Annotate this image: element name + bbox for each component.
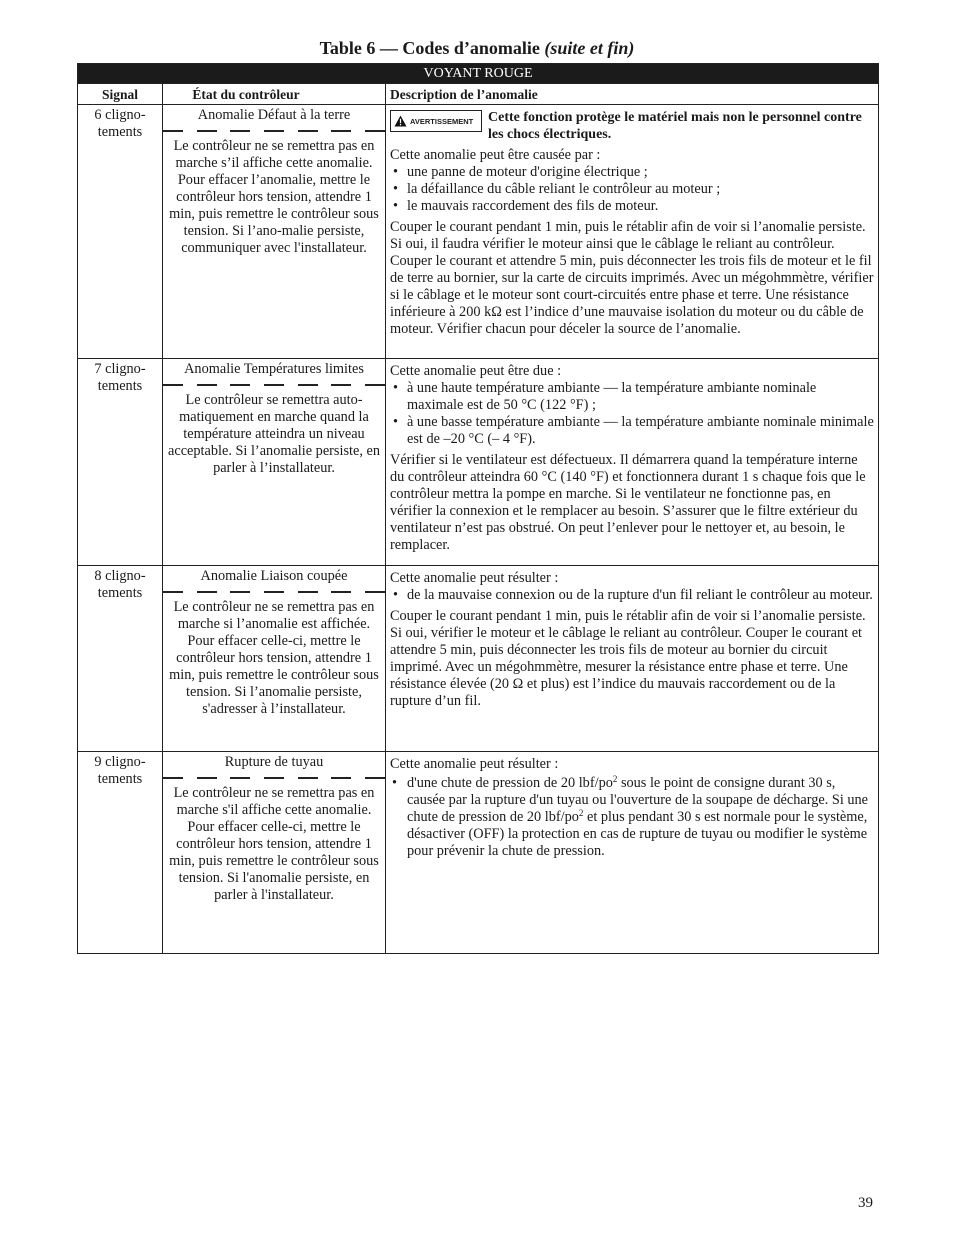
signal-cell: 6 cligno- tements <box>78 105 163 359</box>
state-body: Le contrôleur se remettra auto-matiquement en marche quand la température atteindra un niveau acceptable. Si l’anomalie persiste, en parler à l’installateur. <box>168 392 380 476</box>
table-banner: VOYANT ROUGE <box>78 64 879 84</box>
table-row <box>78 105 879 359</box>
cause-list <box>390 587 874 604</box>
list-item: • de la mauvaise connexion ou de la rupture d'un fil reliant le contrôleur au moteur. <box>390 587 874 604</box>
dashed-divider <box>163 777 385 779</box>
list-item: • à une haute température ambiante — la température ambiante nominale maximale est de 50 °C (122 °F) ; <box>390 380 874 414</box>
list-item: • à une basse température ambiante — la température ambiante nominale minimale est de –20 °C (– 4 °F). <box>390 414 874 448</box>
cause-list <box>390 164 874 215</box>
fault-codes-table <box>77 63 879 954</box>
page-number: 39 <box>858 1195 873 1211</box>
description-cell <box>386 752 879 954</box>
table-banner-row <box>78 64 879 84</box>
description-cell <box>386 566 879 752</box>
table-title-suffix: (suite et fin) <box>544 38 635 58</box>
list-item: • d'une chute de pression de 20 lbf/$po^2$ sous le point de consigne durant 30 s, causée par la rupture d'un tuyau ou l'ouverture de la soupape de décharge. Si une chute de pression de 20 lbf/$po^2$ et plus pendant 30 s est normale pour le système, désactiver (OFF) la protection en cas de rupture de tuyau ou modifier le système pour prévenir la chute de pression. <box>390 775 874 860</box>
warning-triangle-icon <box>394 115 407 127</box>
state-cell <box>163 359 386 566</box>
cause-list <box>390 775 874 860</box>
dashed-divider <box>163 591 385 593</box>
signal-cell: 9 cligno- tements <box>78 752 163 954</box>
list-item: • la défaillance du câble reliant le contrôleur au moteur ; <box>390 181 874 198</box>
warning-badge <box>390 110 482 132</box>
table-title-main: Table 6 — Codes d’anomalie <box>319 38 545 58</box>
state-cell <box>163 566 386 752</box>
table-title <box>0 38 954 59</box>
description-paragraph: Couper le courant pendant 1 min, puis le rétablir afin de voir si l’anomalie persiste. Si oui, vérifier le moteur et le câblage le reliant au contrôleur. Couper le courant et attendre 5 min, puis déconnecter les trois fils de moteur au bornier du circuit imprimé. Avec un mégohmmètre, mesurer la résistance entre phase et terre. Une résistance élevée (20 Ω et plus) est l’indice du mauvais raccordement ou de la rupture d’un fil. <box>390 608 866 709</box>
state-title: Rupture de tuyau <box>224 754 324 770</box>
description-intro: Cette anomalie peut être causée par : <box>390 147 601 163</box>
description-cell <box>386 359 879 566</box>
signal-cell: 7 cligno- tements <box>78 359 163 566</box>
state-body: Le contrôleur ne se remettra pas en marche si l’anomalie est affichée. Pour effacer celle-ci, mettre le contrôleur hors tension, attendre 1 min, puis remettre le contrôleur sous tension. Si l’anomalie persiste, s'adresser à l’installateur. <box>169 599 379 717</box>
list-item: • une panne de moteur d'origine électrique ; <box>390 164 874 181</box>
dashed-divider <box>163 384 385 386</box>
description-paragraph: Couper le courant pendant 1 min, puis le rétablir afin de voir si l’anomalie persiste. Si oui, il faudra vérifier le moteur ainsi que le câblage le reliant au contrôleur. Couper le courant et attendre 5 min, puis déconnecter les trois fils de moteur et le fil de terre au bornier, sur la carte de circuits imprimés. Avec un mégohmmètre, vérifier si le câblage et le moteur sont court-circuités entre phase et terre. Une résistance inférieure à 200 kΩ est l’indice d’une mauvaise isolation du moteur ou du câble de moteur. Vérifier chacun pour déceler la source de l’anomalie. <box>390 219 874 337</box>
table-row <box>78 752 879 954</box>
description-intro: Cette anomalie peut résulter : <box>390 756 559 772</box>
cause-list <box>390 380 874 448</box>
description-paragraph: Vérifier si le ventilateur est défectueux. Il démarrera quand la température interne du contrôleur atteindra 60 °C (140 °F) et fonctionnera durant 1 s chaque fois que le contrôleur mettra la pompe en marche. Si le ventilateur ne fonctionne pas, en vérifier la connexion et le remplacer au besoin. S’assurer que le filtre extérieur du ventilateur n’est pas obstrué. On peut l’enlever pour le nettoyer et, au besoin, le remplacer. <box>390 452 866 553</box>
description-intro: Cette anomalie peut résulter : <box>390 570 559 586</box>
state-body: Le contrôleur ne se remettra pas en marche s'il affiche cette anomalie. Pour effacer celle-ci, mettre le contrôleur hors tension, attendre 1 min, puis remettre le contrôleur sous tension. Si l'anomalie persiste, en parler à l'installateur. <box>169 785 379 903</box>
table-row <box>78 359 879 566</box>
list-item: • le mauvais raccordement des fils de moteur. <box>390 198 874 215</box>
header-signal: Signal <box>78 84 163 105</box>
warning-block <box>390 109 874 143</box>
table-row <box>78 566 879 752</box>
state-cell <box>163 105 386 359</box>
state-cell <box>163 752 386 954</box>
state-title: Anomalie Défaut à la terre <box>197 107 351 123</box>
state-body: Le contrôleur ne se remettra pas en marche s’il affiche cette anomalie. Pour effacer l’anomalie, mettre le contrôleur hors tension, attendre 1 min, puis remettre le contrôleur sous tension. Si l’ano-malie persiste, communiquer avec l'installateur. <box>169 138 379 256</box>
header-state: État du contrôleur <box>163 84 386 105</box>
state-title: Anomalie Liaison coupée <box>200 568 348 584</box>
warning-label: AVERTISSEMENT <box>410 116 474 126</box>
description-cell <box>386 105 879 359</box>
header-description: Description de l’anomalie <box>386 84 879 105</box>
description-intro: Cette anomalie peut être due : <box>390 363 562 379</box>
warning-text: Cette fonction protège le matériel mais non le personnel contre les chocs électriques. <box>488 110 862 142</box>
state-title: Anomalie Températures limites <box>184 361 364 377</box>
dashed-divider <box>163 130 385 132</box>
table-header-row <box>78 84 879 105</box>
signal-cell: 8 cligno- tements <box>78 566 163 752</box>
